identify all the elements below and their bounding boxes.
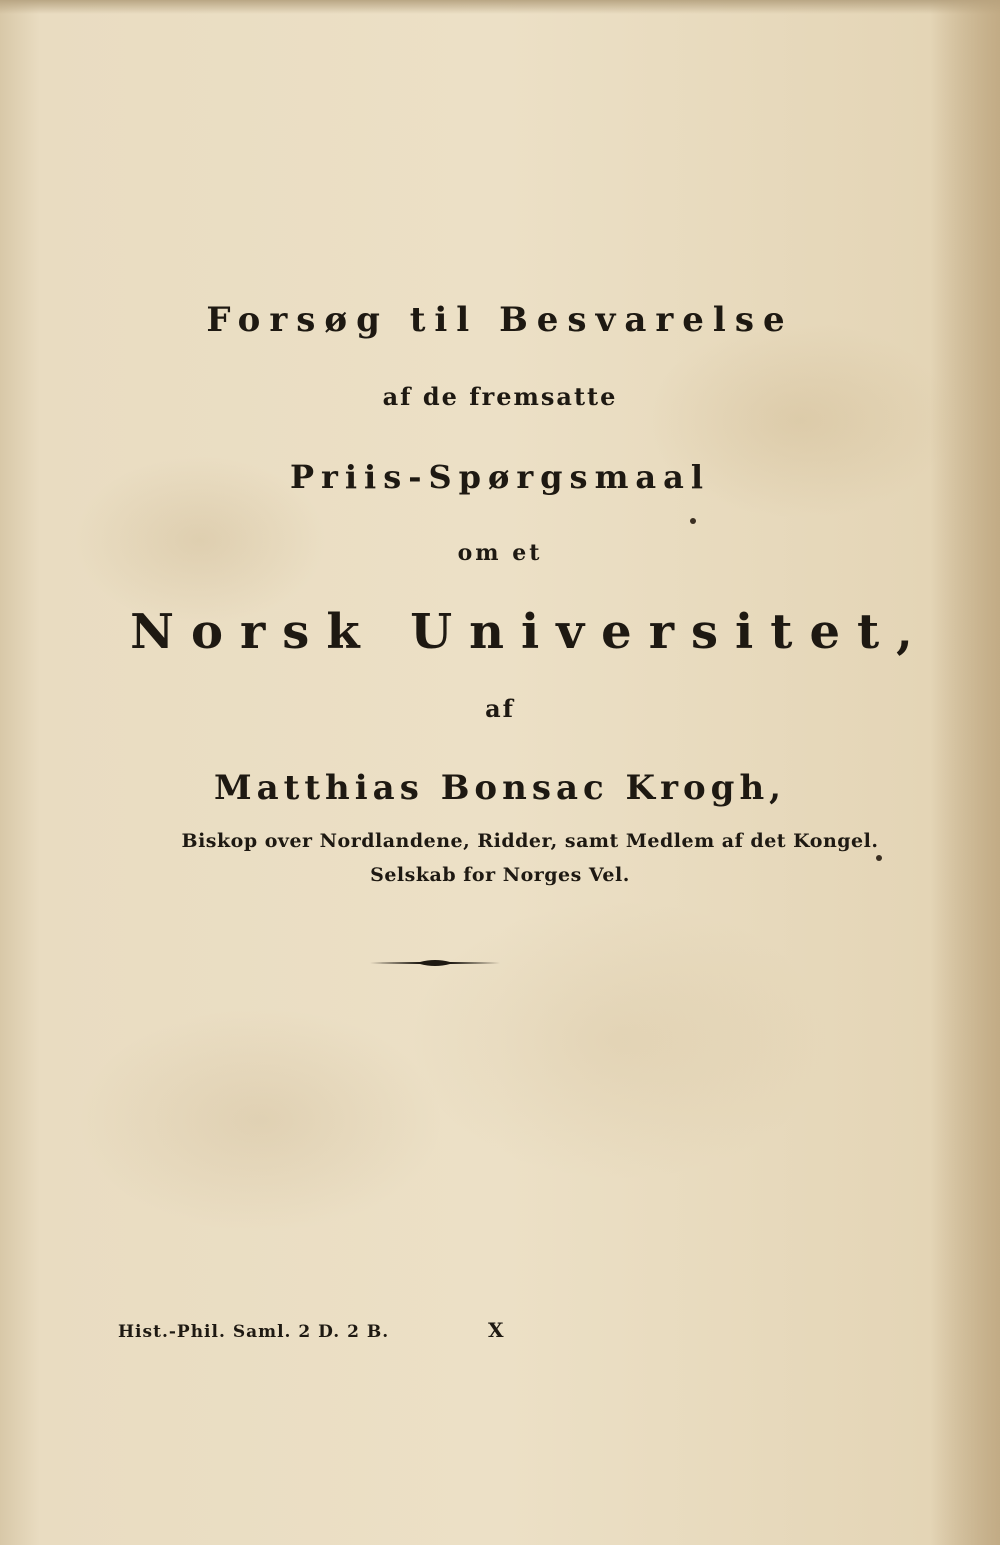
by-line: af bbox=[485, 694, 515, 723]
ink-speck bbox=[876, 855, 882, 861]
title-line: Forsøg til Besvarelse bbox=[206, 300, 794, 340]
footer-signature-mark: X bbox=[488, 1318, 504, 1342]
author-rank-line-2: Selskab for Norges Vel. bbox=[370, 864, 630, 886]
page-top-edge-shadow bbox=[0, 0, 1000, 14]
prize-question-line: Priis-Spørgsmaal bbox=[289, 458, 711, 496]
footer-signature: Hist.-Phil. Saml. 2 D. 2 B. bbox=[118, 1322, 390, 1342]
divider-ornament bbox=[370, 955, 500, 971]
about-line: om et bbox=[457, 540, 543, 566]
of-line: af de fremsatte bbox=[382, 382, 618, 411]
ink-speck bbox=[690, 518, 696, 524]
subject-line: Norsk Universitet, bbox=[130, 604, 930, 660]
author-rank-line-1: Biskop over Nordlandene, Ridder, samt Medlem af det Kongel. bbox=[181, 830, 879, 852]
author-name: Matthias Bonsac Krogh, bbox=[213, 768, 787, 808]
